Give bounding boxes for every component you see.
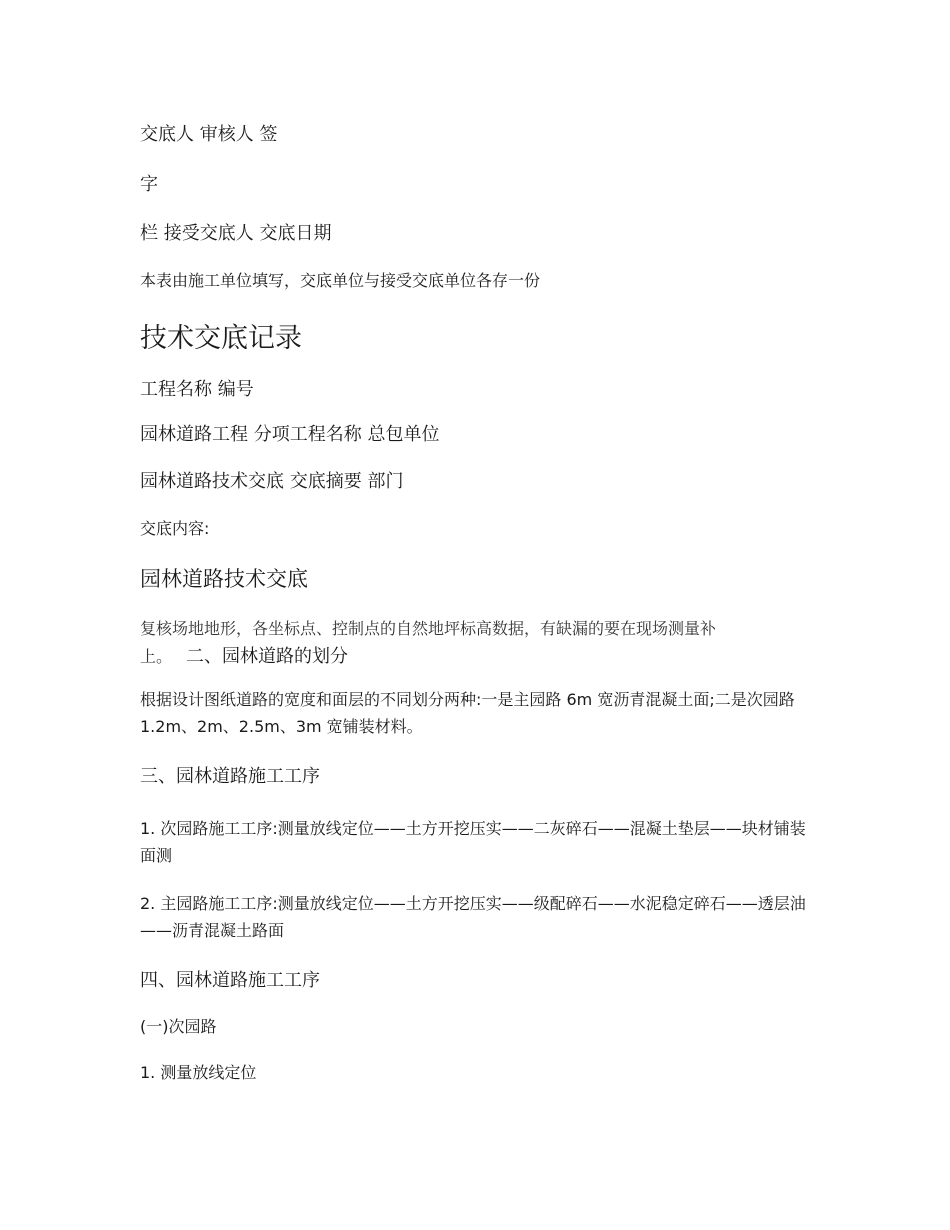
step-1: 1. 测量放线定位 <box>140 1063 257 1082</box>
section-4-heading: 四、园林道路施工工序 <box>140 970 320 991</box>
body-heading: 园林道路技术交底 <box>140 567 308 591</box>
section-3-heading: 三、园林道路施工工序 <box>140 766 320 787</box>
section-2-heading: 二、园林道路的划分 <box>186 646 349 667</box>
subproject-row: 园林道路工程 分项工程名称 总包单位 <box>140 424 440 445</box>
summary-row: 园林道路技术交底 交底摘要 部门 <box>140 471 404 492</box>
section-3-item-2: 2. 主园路施工工序:测量放线定位——土方开挖压实——级配碎石——水泥稳定碎石——透层油——沥青混凝土路面 <box>140 894 806 940</box>
signature-line-2: 字 <box>140 174 158 195</box>
sub-heading-secondary-road: (一)次园路 <box>140 1017 217 1036</box>
project-row: 工程名称 编号 <box>140 379 254 400</box>
form-note: 本表由施工单位填写，交底单位与接受交底单位各存一份 <box>140 271 541 290</box>
paragraph-1-line-2 <box>140 642 348 668</box>
signature-line-1: 交底人 审核人 签 <box>140 124 278 145</box>
content-label: 交底内容: <box>140 519 210 538</box>
paragraph-1-tail: 上。 <box>140 647 173 666</box>
paragraph-2: 根据设计图纸道路的宽度和面层的不同划分两种:一是主园路 6m 宽沥青混凝土面;二是次园路 1.2m、2m、2.5m、3m 宽铺装材料。 <box>140 690 795 736</box>
signature-line-3: 栏 接受交底人 交底日期 <box>140 223 332 244</box>
paragraph-1-line-1: 复核场地地形，各坐标点、控制点的自然地坪标高数据，有缺漏的要在现场测量补 <box>140 619 717 638</box>
record-title: 技术交底记录 <box>140 323 302 354</box>
section-3-item-1: 1. 次园路施工工序:测量放线定位——土方开挖压实——二灰碎石——混凝土垫层——块材铺装面测 <box>140 819 806 865</box>
